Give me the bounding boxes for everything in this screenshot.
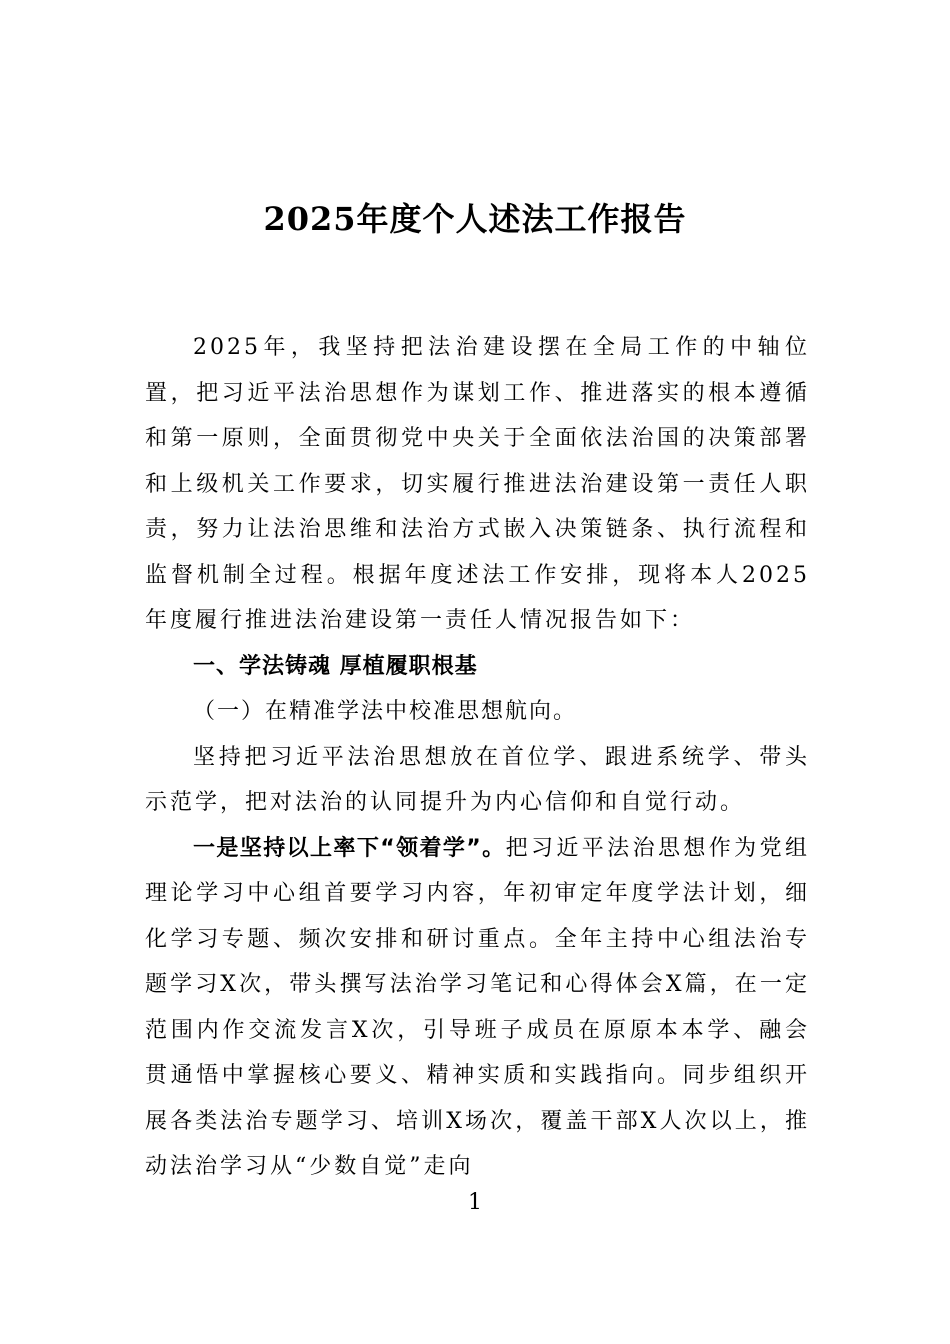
- document-body: [145, 325, 810, 1190]
- page-number: 1: [468, 1190, 482, 1215]
- document-title: 2025年度个人述法工作报告: [263, 200, 687, 238]
- point-paragraph: [145, 826, 810, 1190]
- subsection-intro-paragraph: 坚持把习近平法治思想放在首位学、跟进系统学、带头示范学，把对法治的认同提升为内心信仰和自觉行动。: [145, 744, 810, 815]
- point-text: 把习近平法治思想作为党组理论学习中心组首要学习内容，年初审定年度学法计划，细化学习专题、频次安排和研讨重点。全年主持中心组法治专题学习X次，带头撰写法治学习笔记和心得体会X篇，在一定范围内作交流发言X次，引导班子成员在原原本本学、融会贯通悟中掌握核心要义、精神实质和实践指向。同步组织开展各类法治专题学习、培训X场次，覆盖干部X人次以上，推动法治学习从“少数自觉”走向: [145, 835, 810, 1179]
- point-lead: 一是坚持以上率下“领着学”。: [193, 835, 506, 861]
- section-heading: 一、学法铸魂 厚植履职根基: [193, 653, 478, 679]
- subsection-heading: （一）在精准学法中校准思想航向。: [193, 699, 578, 724]
- intro-paragraph: 2025年，我坚持把法治建设摆在全局工作的中轴位置，把习近平法治思想作为谋划工作、推进落实的根本遵循和第一原则，全面贯彻党中央关于全面依法治国的决策部署和上级机关工作要求，切实履行推进法治建设第一责任人职责，努力让法治思维和法治方式嵌入决策链条、执行流程和监督机制全过程。根据年度述法工作安排，现将本人2025年度履行推进法治建设第一责任人情况报告如下：: [145, 335, 810, 633]
